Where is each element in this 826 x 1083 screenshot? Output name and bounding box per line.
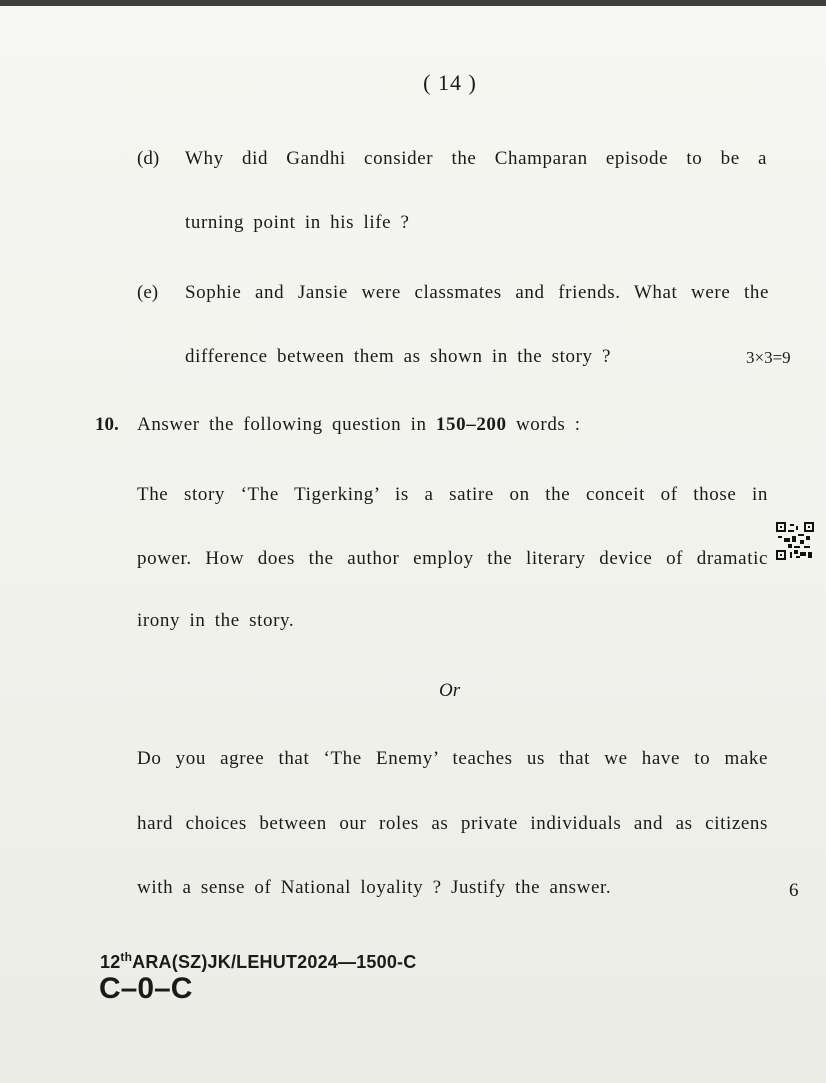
paper-code xyxy=(100,950,416,973)
paper-code-grade-sup: th xyxy=(120,950,133,964)
q9-marks: 3×3=9 xyxy=(746,348,791,367)
q10-marks: 6 xyxy=(789,880,800,901)
page-number: ( 14 ) xyxy=(423,70,477,95)
qr-code-icon xyxy=(776,522,814,560)
q10-line2: power. How does the author employ the literary device of dramatic xyxy=(137,548,768,569)
q9d-line2: turning point in his life ? xyxy=(185,212,410,233)
q10-alt-line2: hard choices between our roles as private individuals and as citizens xyxy=(137,813,768,834)
q10-alt-line1: Do you agree that ‘The Enemy’ teaches us that we have to make xyxy=(137,748,768,769)
series-code: C–0–C xyxy=(99,972,193,1005)
q10-word-range: 150–200 xyxy=(435,414,507,435)
q10-number: 10. xyxy=(95,414,119,435)
or-separator: Or xyxy=(439,680,461,701)
q10-line3: irony in the story. xyxy=(137,610,295,631)
q9d-label: (d) xyxy=(137,148,160,169)
q9e-line1: Sophie and Jansie were classmates and friends. What were the xyxy=(185,282,769,303)
paper-code-grade: 12 xyxy=(100,952,121,972)
q9e-label: (e) xyxy=(137,282,159,303)
q10-alt-line3: with a sense of National loyality ? Justify the answer. xyxy=(137,877,612,898)
q10-line1: The story ‘The Tigerking’ is a satire on the conceit of those in xyxy=(137,484,768,505)
paper-code-text: ARA(SZ)JK/LEHUT2024—1500-C xyxy=(132,952,417,972)
q9e-line2: difference between them as shown in the story ? xyxy=(185,346,612,367)
q9d-line1: Why did Gandhi consider the Champaran episode to be a xyxy=(185,148,767,169)
q10-instruction-text: Answer the following question in xyxy=(137,414,427,435)
top-edge-shadow xyxy=(0,0,826,6)
q10-instruction-end: words : xyxy=(515,414,581,435)
q10-instruction xyxy=(137,414,777,436)
